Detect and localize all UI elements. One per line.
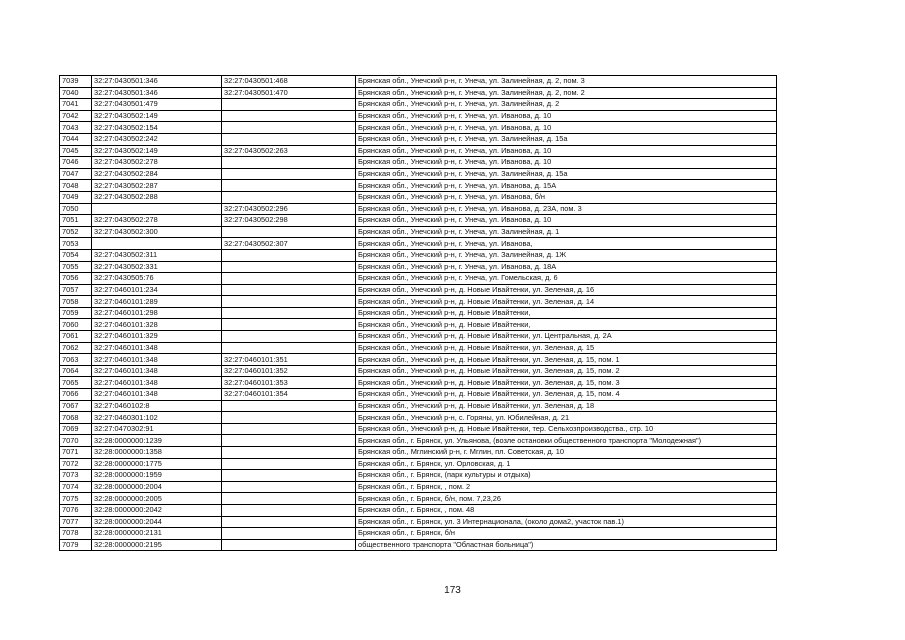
cadastral-number-cell: 32:27:0430502:331 (92, 261, 222, 273)
table-body (60, 76, 777, 551)
address-cell: Брянская обл., Унечский р-н, г. Унеча, ул. Иванова, д. 10 (356, 215, 777, 227)
row-number-cell: 7062 (60, 342, 92, 354)
address-cell: Брянская обл., Мглинский р-н, г. Мглин, пл. Советская, д. 10 (356, 447, 777, 459)
address-cell: Брянская обл., Унечский р-н, г. Унеча, ул. Залинейная, д. 1Ж (356, 249, 777, 261)
table-row (60, 365, 777, 377)
parent-cadastral-number-cell (222, 470, 356, 482)
cadastral-number-cell: 32:27:0430501:346 (92, 76, 222, 88)
cadastral-number-cell: 32:27:0430501:479 (92, 99, 222, 111)
table-row (60, 238, 777, 250)
table-row (60, 389, 777, 401)
cadastral-number-cell: 32:27:0460101:298 (92, 307, 222, 319)
cadastral-number-cell: 32:27:0430501:346 (92, 87, 222, 99)
address-cell: Брянская обл., Унечский р-н, д. Новые Ивайтенки, ул. Центральная, д. 2А (356, 331, 777, 343)
parent-cadastral-number-cell (222, 331, 356, 343)
property-table (59, 75, 777, 551)
cadastral-number-cell: 32:27:0430502:288 (92, 191, 222, 203)
row-number-cell: 7042 (60, 110, 92, 122)
address-cell: Брянская обл., Унечский р-н, г. Унеча, ул. Иванова, (356, 238, 777, 250)
address-cell: Брянская обл., г. Брянск, ул. Ульянова, (возле остановки общественного транспорта "Молодежная") (356, 435, 777, 447)
address-cell: Брянская обл., Унечский р-н, г. Унеча, ул. Иванова, д. 10 (356, 157, 777, 169)
address-cell: Брянская обл., Унечский р-н, с. Горяны, ул. Юбилейная, д. 21 (356, 412, 777, 424)
parent-cadastral-number-cell (222, 423, 356, 435)
cadastral-number-cell: 32:27:0460101:289 (92, 296, 222, 308)
row-number-cell: 7039 (60, 76, 92, 88)
address-cell: Брянская обл., Унечский р-н, г. Унеча, ул. Залинейная, д. 15а (356, 133, 777, 145)
parent-cadastral-number-cell (222, 342, 356, 354)
table-row (60, 273, 777, 285)
row-number-cell: 7061 (60, 331, 92, 343)
address-cell: Брянская обл., г. Брянск, ул. Орловская, д. 1 (356, 458, 777, 470)
cadastral-number-cell: 32:28:0000000:2044 (92, 516, 222, 528)
address-cell: Брянская обл., г. Брянск, б/н (356, 528, 777, 540)
row-number-cell: 7040 (60, 87, 92, 99)
cadastral-number-cell: 32:27:0460101:348 (92, 389, 222, 401)
row-number-cell: 7054 (60, 249, 92, 261)
table-row (60, 168, 777, 180)
cadastral-number-cell: 32:28:0000000:1959 (92, 470, 222, 482)
parent-cadastral-number-cell (222, 296, 356, 308)
parent-cadastral-number-cell (222, 307, 356, 319)
cadastral-number-cell: 32:27:0460102:8 (92, 400, 222, 412)
row-number-cell: 7055 (60, 261, 92, 273)
table-row (60, 504, 777, 516)
table-row (60, 447, 777, 459)
address-cell: Брянская обл., Унечский р-н, г. Унеча, ул. Иванова, д. 10 (356, 145, 777, 157)
address-cell: Брянская обл., г. Брянск, б/н, пом. 7,23,26 (356, 493, 777, 505)
cadastral-number-cell: 32:27:0430502:149 (92, 110, 222, 122)
table-row (60, 342, 777, 354)
page-number: 173 (444, 585, 461, 596)
address-cell: Брянская обл., Унечский р-н, г. Унеча, ул. Иванова, д. 10 (356, 122, 777, 134)
parent-cadastral-number-cell: 32:27:0430502:307 (222, 238, 356, 250)
cadastral-number-cell: 32:27:0460301:102 (92, 412, 222, 424)
address-cell: Брянская обл., Унечский р-н, г. Унеча, ул. Иванова, б/н (356, 191, 777, 203)
row-number-cell: 7056 (60, 273, 92, 285)
table-row (60, 226, 777, 238)
table-row (60, 539, 777, 551)
cadastral-number-cell: 32:27:0430502:284 (92, 168, 222, 180)
row-number-cell: 7076 (60, 504, 92, 516)
table-row (60, 133, 777, 145)
cadastral-number-cell: 32:27:0460101:348 (92, 377, 222, 389)
parent-cadastral-number-cell (222, 249, 356, 261)
row-number-cell: 7074 (60, 481, 92, 493)
row-number-cell: 7068 (60, 412, 92, 424)
address-cell: Брянская обл., Унечский р-н, д. Новые Ивайтенки, ул. Зеленая, д. 15, пом. 3 (356, 377, 777, 389)
parent-cadastral-number-cell (222, 493, 356, 505)
table-row (60, 516, 777, 528)
row-number-cell: 7058 (60, 296, 92, 308)
table-row (60, 435, 777, 447)
parent-cadastral-number-cell (222, 458, 356, 470)
parent-cadastral-number-cell (222, 99, 356, 111)
cadastral-number-cell (92, 203, 222, 215)
cadastral-number-cell: 32:27:0460101:328 (92, 319, 222, 331)
table-row (60, 331, 777, 343)
row-number-cell: 7049 (60, 191, 92, 203)
parent-cadastral-number-cell (222, 412, 356, 424)
cadastral-number-cell: 32:28:0000000:2005 (92, 493, 222, 505)
table-row (60, 76, 777, 88)
cadastral-number-cell: 32:27:0460101:234 (92, 284, 222, 296)
cadastral-number-cell: 32:27:0430502:311 (92, 249, 222, 261)
row-number-cell: 7041 (60, 99, 92, 111)
parent-cadastral-number-cell (222, 110, 356, 122)
parent-cadastral-number-cell (222, 481, 356, 493)
row-number-cell: 7071 (60, 447, 92, 459)
table-row (60, 191, 777, 203)
parent-cadastral-number-cell: 32:27:0430501:470 (222, 87, 356, 99)
parent-cadastral-number-cell: 32:27:0430502:296 (222, 203, 356, 215)
cadastral-number-cell: 32:27:0430502:278 (92, 157, 222, 169)
cadastral-number-cell: 32:28:0000000:1358 (92, 447, 222, 459)
row-number-cell: 7064 (60, 365, 92, 377)
parent-cadastral-number-cell (222, 180, 356, 192)
table-row (60, 249, 777, 261)
row-number-cell: 7066 (60, 389, 92, 401)
address-cell: Брянская обл., Унечский р-н, д. Новые Ивайтенки, тер. Сельхозпроизводства., стр. 10 (356, 423, 777, 435)
table-row (60, 122, 777, 134)
parent-cadastral-number-cell (222, 447, 356, 459)
row-number-cell: 7059 (60, 307, 92, 319)
row-number-cell: 7046 (60, 157, 92, 169)
parent-cadastral-number-cell (222, 122, 356, 134)
address-cell: Брянская обл., г. Брянск, , пом. 2 (356, 481, 777, 493)
cadastral-number-cell (92, 238, 222, 250)
row-number-cell: 7052 (60, 226, 92, 238)
parent-cadastral-number-cell: 32:27:0460101:353 (222, 377, 356, 389)
table-row (60, 528, 777, 540)
address-cell: Брянская обл., Унечский р-н, г. Унеча, ул. Иванова, д. 10 (356, 110, 777, 122)
parent-cadastral-number-cell: 32:27:0430502:298 (222, 215, 356, 227)
parent-cadastral-number-cell (222, 261, 356, 273)
row-number-cell: 7051 (60, 215, 92, 227)
table-row (60, 319, 777, 331)
row-number-cell: 7044 (60, 133, 92, 145)
row-number-cell: 7057 (60, 284, 92, 296)
parent-cadastral-number-cell (222, 168, 356, 180)
address-cell: общественного транспорта "Областная больница") (356, 539, 777, 551)
parent-cadastral-number-cell: 32:27:0460101:354 (222, 389, 356, 401)
table-row (60, 157, 777, 169)
parent-cadastral-number-cell: 32:27:0460101:351 (222, 354, 356, 366)
cadastral-number-cell: 32:27:0430502:242 (92, 133, 222, 145)
address-cell: Брянская обл., Унечский р-н, д. Новые Ивайтенки, (356, 319, 777, 331)
cadastral-number-cell: 32:28:0000000:1239 (92, 435, 222, 447)
address-cell: Брянская обл., г. Брянск, ул. 3 Интернационала, (около дома2, участок пав.1) (356, 516, 777, 528)
row-number-cell: 7048 (60, 180, 92, 192)
row-number-cell: 7065 (60, 377, 92, 389)
address-cell: Брянская обл., Унечский р-н, г. Унеча, ул. Иванова, д. 23А, пом. 3 (356, 203, 777, 215)
row-number-cell: 7043 (60, 122, 92, 134)
row-number-cell: 7072 (60, 458, 92, 470)
table-row (60, 493, 777, 505)
parent-cadastral-number-cell (222, 539, 356, 551)
table-row (60, 377, 777, 389)
table-row (60, 458, 777, 470)
table-row (60, 307, 777, 319)
row-number-cell: 7045 (60, 145, 92, 157)
address-cell: Брянская обл., Унечский р-н, г. Унеча, ул. Иванова, д. 18А (356, 261, 777, 273)
address-cell: Брянская обл., Унечский р-н, г. Унеча, ул. Залинейная, д. 2, пом. 3 (356, 76, 777, 88)
row-number-cell: 7047 (60, 168, 92, 180)
parent-cadastral-number-cell (222, 284, 356, 296)
table-row (60, 423, 777, 435)
parent-cadastral-number-cell: 32:27:0430501:468 (222, 76, 356, 88)
address-cell: Брянская обл., г. Брянск, , пом. 48 (356, 504, 777, 516)
row-number-cell: 7073 (60, 470, 92, 482)
row-number-cell: 7050 (60, 203, 92, 215)
cadastral-number-cell: 32:27:0470302:91 (92, 423, 222, 435)
table-row (60, 203, 777, 215)
address-cell: Брянская обл., Унечский р-н, д. Новые Ивайтенки, ул. Зеленая, д. 18 (356, 400, 777, 412)
row-number-cell: 7069 (60, 423, 92, 435)
parent-cadastral-number-cell (222, 273, 356, 285)
cadastral-number-cell: 32:28:0000000:2042 (92, 504, 222, 516)
address-cell: Брянская обл., Унечский р-н, г. Унеча, ул. Гомельская, д. 6 (356, 273, 777, 285)
address-cell: Брянская обл., Унечский р-н, д. Новые Ивайтенки, ул. Зеленая, д. 14 (356, 296, 777, 308)
cadastral-number-cell: 32:28:0000000:1775 (92, 458, 222, 470)
row-number-cell: 7067 (60, 400, 92, 412)
table-row (60, 87, 777, 99)
table-row (60, 145, 777, 157)
row-number-cell: 7075 (60, 493, 92, 505)
cadastral-number-cell: 32:27:0430502:278 (92, 215, 222, 227)
row-number-cell: 7070 (60, 435, 92, 447)
table-row (60, 470, 777, 482)
parent-cadastral-number-cell (222, 226, 356, 238)
parent-cadastral-number-cell (222, 504, 356, 516)
cadastral-number-cell: 32:27:0460101:329 (92, 331, 222, 343)
parent-cadastral-number-cell (222, 528, 356, 540)
table-row (60, 99, 777, 111)
cadastral-number-cell: 32:27:0460101:348 (92, 354, 222, 366)
address-cell: Брянская обл., Унечский р-н, г. Унеча, ул. Иванова, д. 15А (356, 180, 777, 192)
parent-cadastral-number-cell (222, 191, 356, 203)
address-cell: Брянская обл., Унечский р-н, д. Новые Ивайтенки, (356, 307, 777, 319)
parent-cadastral-number-cell (222, 157, 356, 169)
table-row (60, 215, 777, 227)
row-number-cell: 7079 (60, 539, 92, 551)
address-cell: Брянская обл., Унечский р-н, г. Унеча, ул. Залинейная, д. 2, пом. 2 (356, 87, 777, 99)
row-number-cell: 7078 (60, 528, 92, 540)
parent-cadastral-number-cell: 32:27:0460101:352 (222, 365, 356, 377)
row-number-cell: 7060 (60, 319, 92, 331)
cadastral-number-cell: 32:27:0460101:348 (92, 365, 222, 377)
row-number-cell: 7063 (60, 354, 92, 366)
parent-cadastral-number-cell (222, 319, 356, 331)
parent-cadastral-number-cell (222, 516, 356, 528)
cadastral-number-cell: 32:28:0000000:2195 (92, 539, 222, 551)
address-cell: Брянская обл., Унечский р-н, д. Новые Ивайтенки, ул. Зеленая, д. 15 (356, 342, 777, 354)
parent-cadastral-number-cell (222, 435, 356, 447)
parent-cadastral-number-cell (222, 133, 356, 145)
cadastral-number-cell: 32:27:0430502:300 (92, 226, 222, 238)
table-row (60, 481, 777, 493)
cadastral-number-cell: 32:27:0430502:149 (92, 145, 222, 157)
parent-cadastral-number-cell: 32:27:0430502:263 (222, 145, 356, 157)
table-row (60, 180, 777, 192)
cadastral-number-cell: 32:28:0000000:2131 (92, 528, 222, 540)
address-cell: Брянская обл., Унечский р-н, д. Новые Ивайтенки, ул. Зеленая, д. 16 (356, 284, 777, 296)
table-row (60, 110, 777, 122)
address-cell: Брянская обл., Унечский р-н, г. Унеча, ул. Залинейная, д. 15а (356, 168, 777, 180)
parent-cadastral-number-cell (222, 400, 356, 412)
row-number-cell: 7077 (60, 516, 92, 528)
table-row (60, 261, 777, 273)
table-row (60, 354, 777, 366)
address-cell: Брянская обл., Унечский р-н, д. Новые Ивайтенки, ул. Зеленая, д. 15, пом. 1 (356, 354, 777, 366)
row-number-cell: 7053 (60, 238, 92, 250)
table-row (60, 412, 777, 424)
address-cell: Брянская обл., Унечский р-н, д. Новые Ивайтенки, ул. Зеленая, д. 15, пом. 4 (356, 389, 777, 401)
cadastral-number-cell: 32:27:0460101:348 (92, 342, 222, 354)
cadastral-number-cell: 32:28:0000000:2004 (92, 481, 222, 493)
table-row (60, 400, 777, 412)
address-cell: Брянская обл., г. Брянск, (парк культуры и отдыха) (356, 470, 777, 482)
table-row (60, 284, 777, 296)
cadastral-number-cell: 32:27:0430505:76 (92, 273, 222, 285)
table-row (60, 296, 777, 308)
address-cell: Брянская обл., Унечский р-н, д. Новые Ивайтенки, ул. Зеленая, д. 15, пом. 2 (356, 365, 777, 377)
address-cell: Брянская обл., Унечский р-н, г. Унеча, ул. Залинейная, д. 2 (356, 99, 777, 111)
cadastral-number-cell: 32:27:0430502:287 (92, 180, 222, 192)
cadastral-number-cell: 32:27:0430502:154 (92, 122, 222, 134)
address-cell: Брянская обл., Унечский р-н, г. Унеча, ул. Залинейная, д. 1 (356, 226, 777, 238)
